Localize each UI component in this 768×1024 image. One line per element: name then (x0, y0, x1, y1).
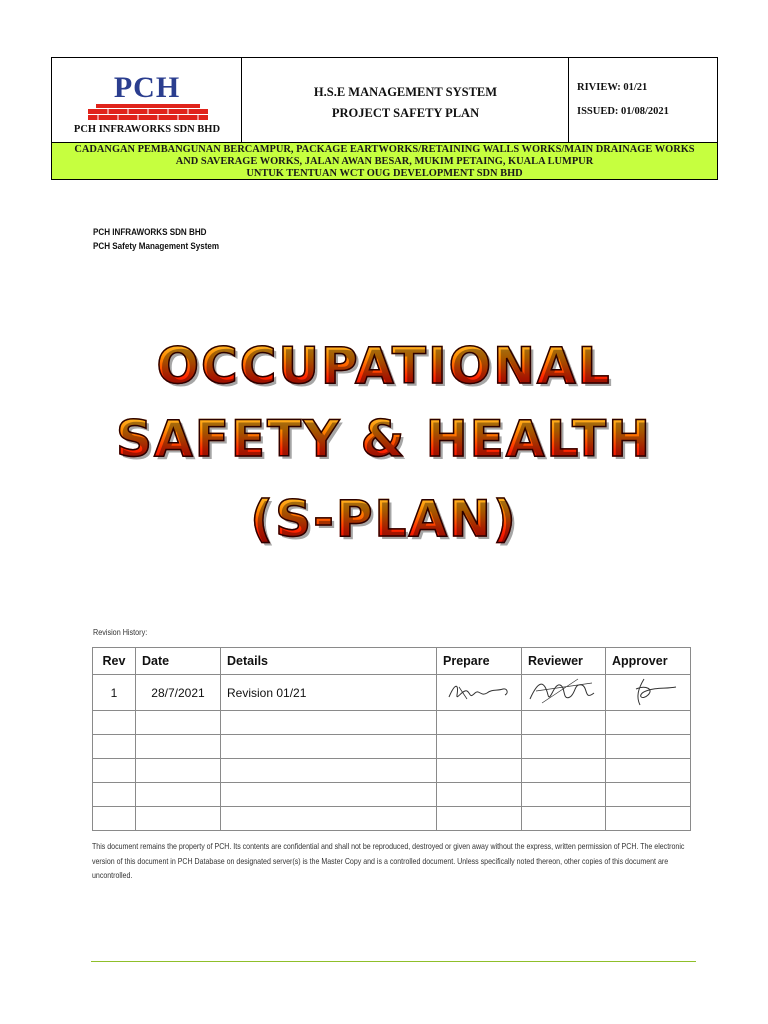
column-header-date: Date (136, 648, 221, 675)
main-title-line3: (S-PLAN) (0, 490, 768, 548)
company-logo-text: PCH (113, 71, 181, 104)
rev-cell: 1 (93, 675, 136, 711)
reviewer-signature (522, 675, 605, 707)
footer-divider (91, 961, 696, 962)
revision-history-label: Revision History: (93, 627, 148, 637)
subheader-system: PCH Safety Management System (93, 241, 220, 252)
project-line: CADANGAN PEMBANGUNAN BERCAMPUR, PACKAGE EARTWORKS/RETAINING WALLS WORKS/MAIN DRAINAGE WORKS (74, 144, 695, 155)
main-title-line1: OCCUPATIONAL (0, 337, 768, 395)
approver-signature-cell (606, 675, 691, 711)
details-cell: Revision 01/21 (221, 675, 437, 711)
logo-company-name: PCH INFRAWORKS SDN BHD (73, 124, 221, 135)
column-header-prepare: Prepare (437, 648, 522, 675)
table-row (93, 807, 691, 831)
plan-title: PROJECT SAFETY PLAN (331, 106, 480, 120)
review-number: RIVIEW: 01/21 (577, 82, 648, 93)
project-line: UNTUK TENTUAN WCT OUG DEVELOPMENT SDN BHD (246, 168, 523, 179)
column-header-approver: Approver (606, 648, 691, 675)
column-header-reviewer: Reviewer (522, 648, 606, 675)
table-row (93, 783, 691, 807)
table-header-row (93, 648, 691, 675)
date-cell: 28/7/2021 (136, 675, 221, 711)
reviewer-signature-cell (522, 675, 606, 711)
column-header-rev: Rev (93, 648, 136, 675)
issue-date: ISSUED: 01/08/2021 (577, 106, 669, 117)
prepare-signature (437, 675, 521, 707)
meta-cell (569, 58, 718, 142)
logo-cell (52, 58, 242, 142)
subheader-company: PCH INFRAWORKS SDN BHD (93, 227, 207, 238)
main-title-line2: SAFETY & HEALTH (0, 410, 768, 468)
table-row (93, 735, 691, 759)
title-cell (242, 58, 569, 142)
approver-signature (606, 675, 690, 707)
project-line: AND SAVERAGE WORKS, JALAN AWAN BESAR, MUKIM PETAING, KUALA LUMPUR (175, 156, 594, 167)
confidentiality-note: This document remains the property of PCH. Its contents are confidential and shall not be reproduced, destroyed or given away without the express, written permission of PCH. The electronic version of this document in PCH Database on designated server(s) is the Master Copy and is a controlled document. Unless specifically noted thereon, other copies of this document are uncontrolled. (92, 842, 685, 880)
document-header (51, 57, 718, 180)
table-row (93, 759, 691, 783)
table-row (93, 711, 691, 735)
project-description-band (52, 142, 717, 179)
table-row (93, 675, 691, 711)
system-title: H.S.E MANAGEMENT SYSTEM (313, 85, 498, 99)
company-logo-bricks (88, 104, 208, 120)
prepare-signature-cell (437, 675, 522, 711)
revision-history-table (92, 647, 691, 831)
column-header-details: Details (221, 648, 437, 675)
